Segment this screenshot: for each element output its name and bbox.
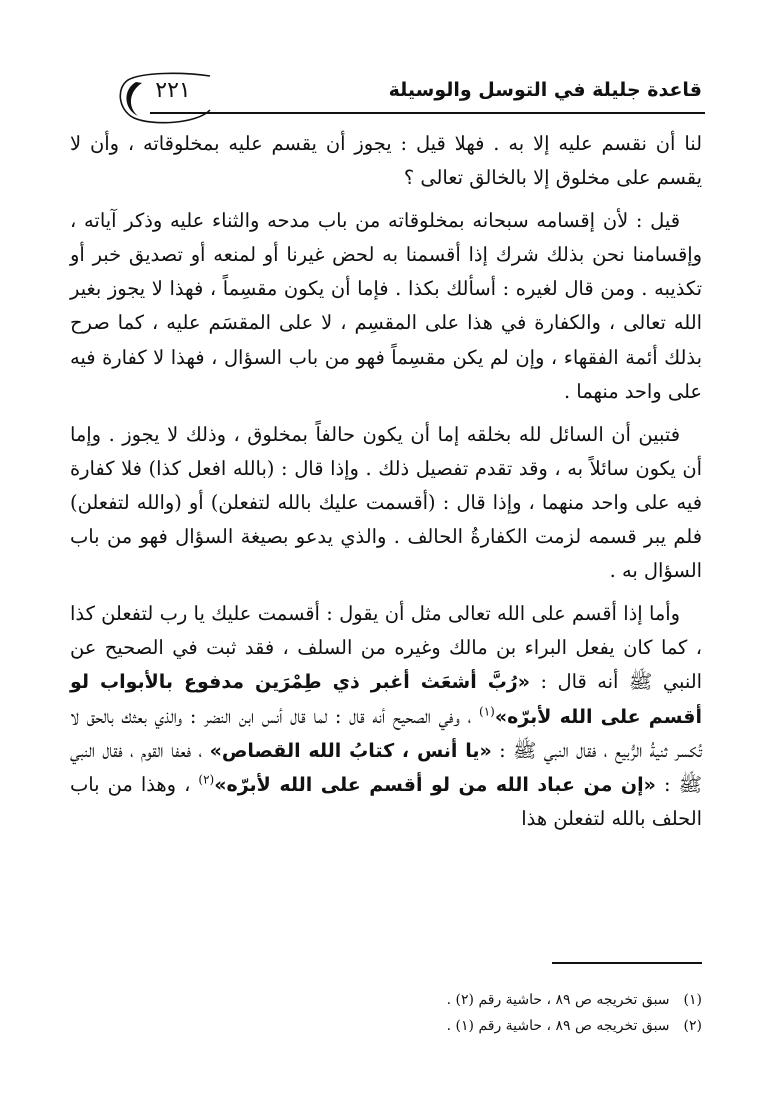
footnote-ref-1: (١)	[479, 704, 495, 719]
footnote-number: (١)	[683, 992, 702, 1008]
paragraph-4-text-b: ، وفي الصحيح أنه قال : لما قال أنس ابن النضر : والذي بعثك بالحق لا تُكسر ثنيةُ الرُّبيع ، فقال النبي ﷺ :	[70, 704, 703, 762]
paragraph-1: لنا أن نقسم عليه إلا به . فهلا قيل : يجوز أن يقسم عليه بمخلوقاته ، وأن لا يقسم على مخلوق إلا بالخالق تعالى ؟	[70, 132, 702, 190]
footnote-text: سبق تخريجه ص ٨٩ ، حاشية رقم (١) .	[446, 1018, 670, 1034]
header-rule	[150, 112, 705, 114]
footnote-text: سبق تخريجه ص ٨٩ ، حاشية رقم (٢) .	[446, 992, 670, 1008]
footnote-number: (٢)	[683, 1018, 702, 1034]
footnote-1	[120, 987, 702, 1013]
paragraph-4	[70, 597, 702, 836]
page-number: ٢٢١	[155, 78, 191, 103]
hadith-quote-3: «إن من عباد الله من لو أقسم على الله لأبرّه»	[214, 773, 656, 796]
hadith-quote-2: «يا أنس ، كتابُ الله القصاص»	[209, 739, 492, 762]
main-text	[70, 127, 702, 836]
hadith-quote-1: «رُبَّ أشعَث أغبر ذي طِمْرَين مدفوع بالأبواب لو أقسم على الله لأبرّه»	[70, 671, 702, 728]
running-title: قاعدة جليلة في التوسل والوسيلة	[388, 79, 702, 101]
footnote-ref-2: (٢)	[198, 772, 215, 787]
paragraph-4-text-a: وأما إذا أقسم على الله تعالى مثل أن يقول : أقسمت عليك يا رب لتفعلن كذا ، كما كان يفعل البراء بن مالك وغيره من السلف ، فقد ثبت في الصحيح عن النبي ﷺ أنه قال :	[70, 602, 703, 694]
footnote-separator	[552, 962, 702, 964]
paragraph-3: فتبين أن السائل لله بخلقه إما أن يكون حالفاً بمخلوق ، وذلك لا يجوز . وإما أن يكون سائلاً به ، وقد تقدم تفصيل ذلك . وإذا قال : (بالله افعل كذا) فلا كفارة فيه على واحد منهما ، وإذا قال : (أقسمت عليك بالله لتفعلن) أو (والله لتفعلن) فلم يبر قسمه لزمت الكفارةُ الحالف . والذي يدعو بصيغة السؤال فهو من باب السؤال به .	[70, 422, 702, 583]
footnote-2	[120, 1013, 702, 1039]
footnotes	[120, 987, 702, 1039]
paragraph-2: قيل : لأن إقسامه سبحانه بمخلوقاته من باب مدحه والثناء عليه وذكر آياته ، وإقسامنا نحن بذلك شرك إذا أقسمنا به لحض غيرنا أو لمنعه أو تصديق خبر أو تكذيبه . ومن قال لغيره : أسألك بكذا . فإما أن يكون مقسِماً ، فهذا لا يجوز بغير الله تعالى ، والكفارة في هذا على المقسِم ، لا على المقسَم عليه ، كما صرح بذلك أئمة الفقهاء ، وإن لم يكن مقسِماً فهو من باب السؤال ، فهذا لا كفارة فيه على واحد منهما .	[70, 209, 702, 403]
paragraph-4-text-d: ، وهذا من باب الحلف بالله لتفعلن هذا	[70, 772, 702, 830]
paragraph-4-text-c: ، فعفا القوم ، فقال النبي ﷺ :	[70, 738, 702, 796]
